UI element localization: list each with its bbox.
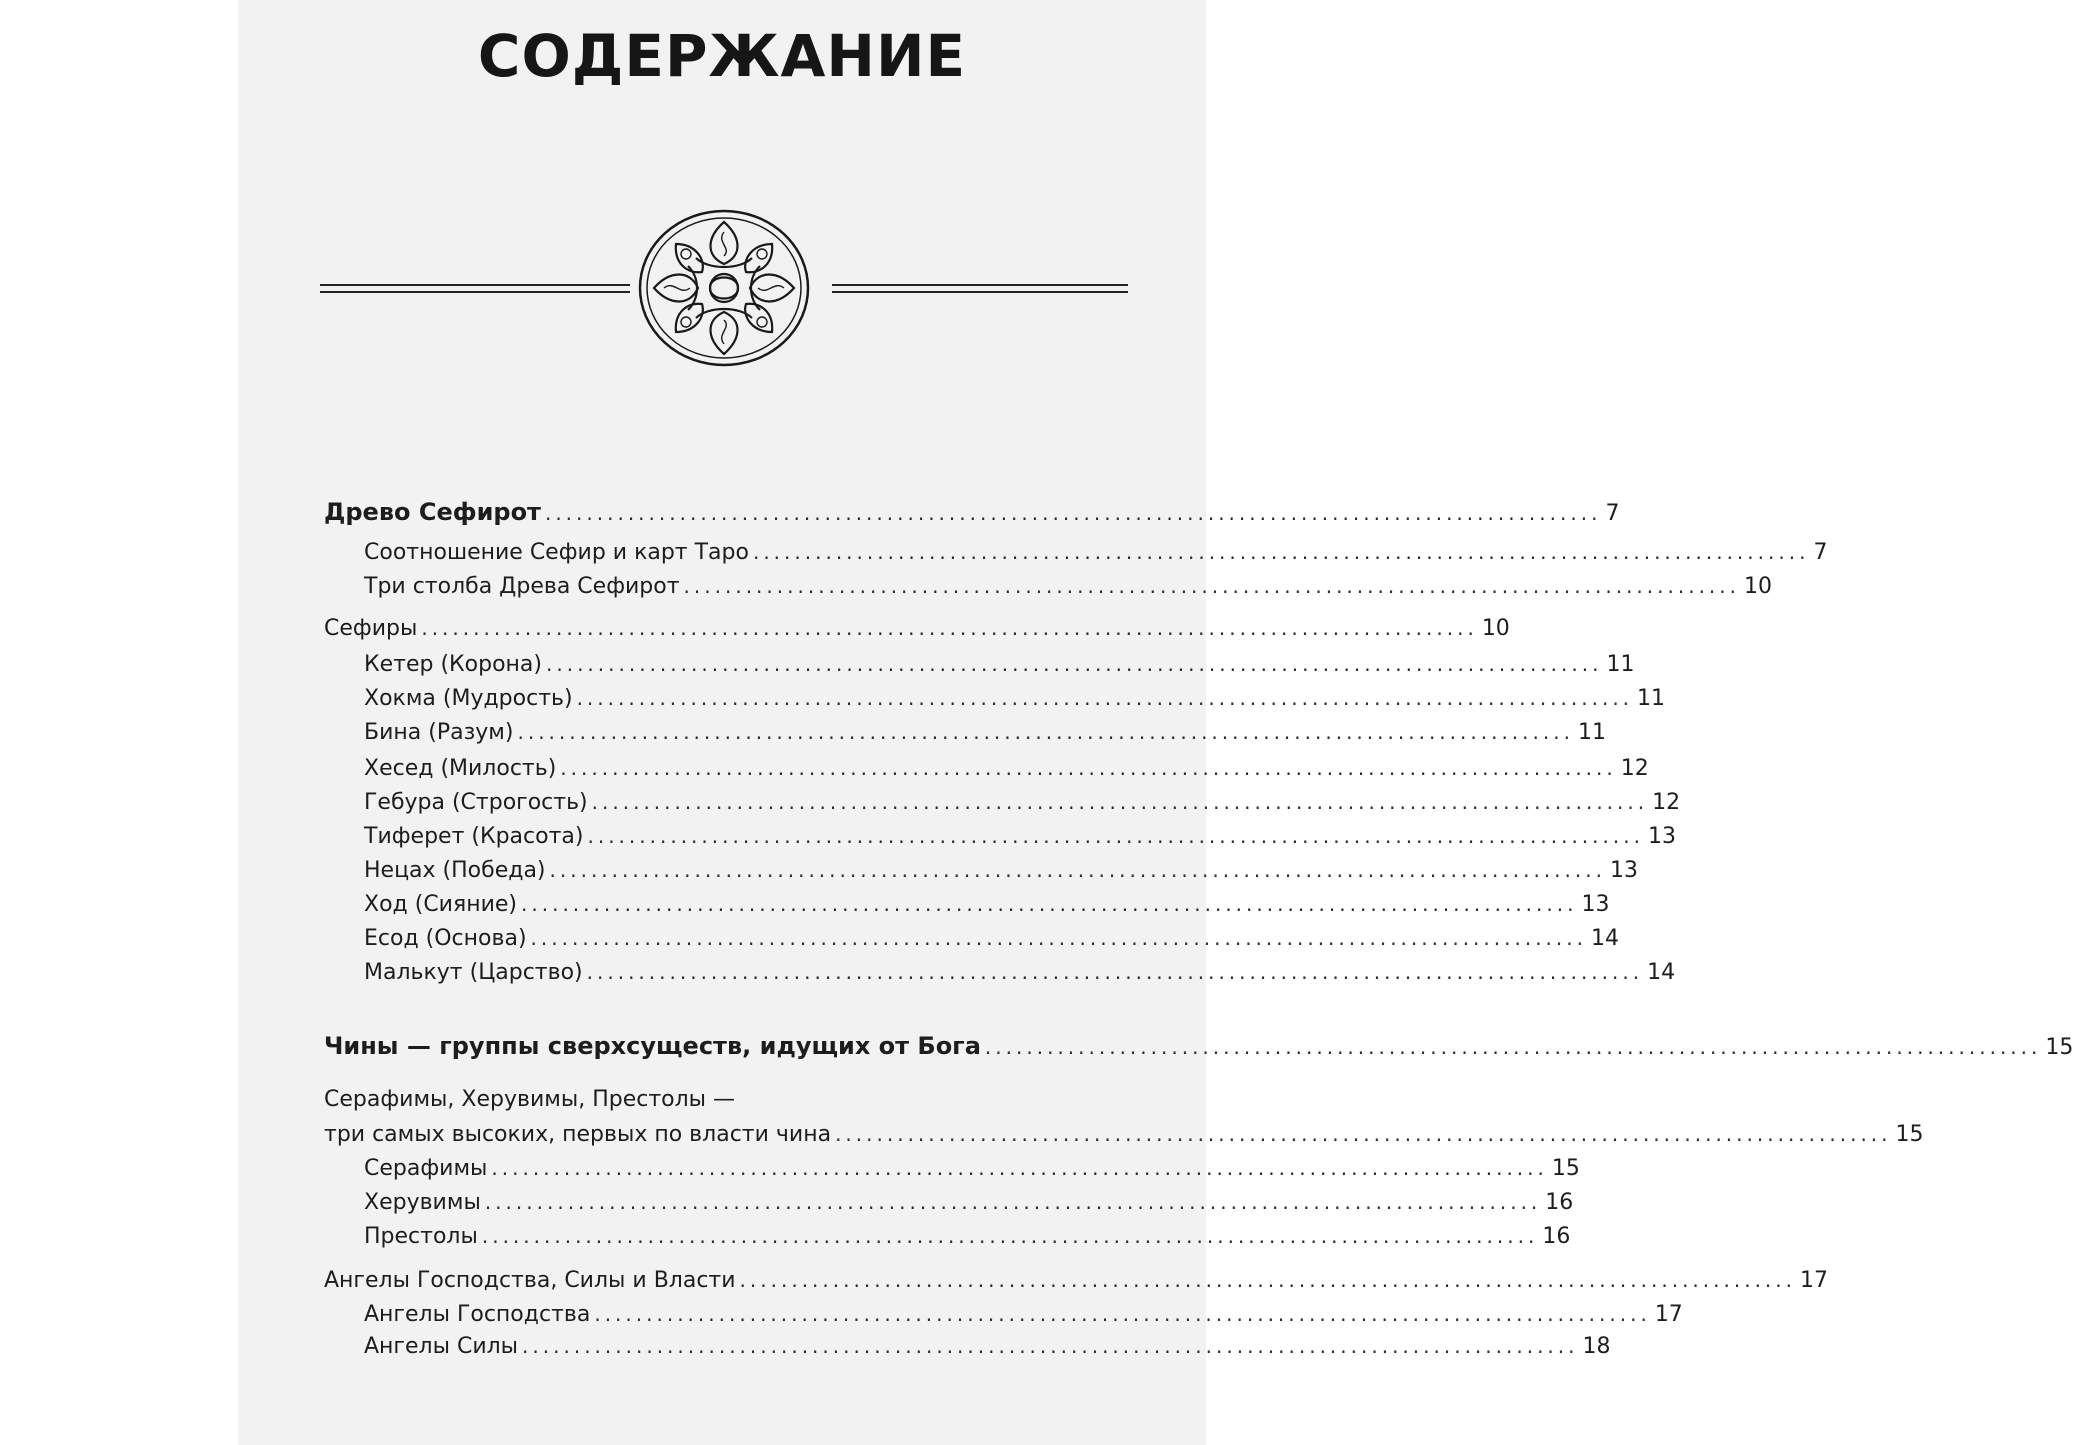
double-rule-left [320, 284, 630, 294]
toc-page-number: 17 [1800, 1268, 1829, 1293]
toc-page-number: 18 [1582, 1334, 1611, 1359]
toc-entry-tiferet[interactable] [324, 822, 1676, 851]
celtic-knot-medallion-icon [636, 208, 812, 368]
toc-entry-gebura[interactable] [324, 788, 1681, 817]
toc-page-number: 15 [2045, 1035, 2073, 1060]
toc-entry-label: Древо Сефирот [324, 498, 541, 526]
toc-leader-dots: ...................................................................................................... [835, 1122, 1892, 1146]
toc-leader-dots: ...................................................................................................... [586, 960, 1644, 984]
toc-entry-label: Сефиры [324, 616, 418, 641]
toc-entry-label: Ангелы Силы [364, 1334, 519, 1359]
toc-entry-hod[interactable] [324, 890, 1610, 919]
toc-leader-dots: ...................................................................................................... [560, 756, 1617, 780]
toc-entry-label: Ангелы Господства, Силы и Власти [324, 1268, 736, 1293]
toc-page-number: 12 [1652, 790, 1681, 815]
toc-page-number: 15 [1551, 1156, 1580, 1181]
toc-entry-sootnoshenie[interactable] [324, 538, 1828, 567]
toc-leader-dots: ...................................................................................................... [544, 501, 1602, 525]
toc-page-number: 11 [1577, 720, 1606, 745]
toc-entry-serafimy-heading-line2[interactable] [324, 1120, 1924, 1149]
toc-entry-angely-gospodstva-sily-vlasti[interactable] [324, 1266, 1829, 1295]
toc-page-number: 14 [1647, 960, 1676, 985]
toc-page-number: 13 [1581, 892, 1610, 917]
toc-leader-dots: ...................................................................................................... [521, 892, 1578, 916]
toc-page-number: 16 [1545, 1190, 1574, 1215]
toc-leader-dots: ...................................................................................................... [591, 790, 1649, 814]
toc-entry-hesed[interactable] [324, 754, 1649, 783]
toc-page-number: 17 [1654, 1302, 1683, 1327]
toc-leader-dots: ...................................................................................................... [421, 616, 1478, 640]
toc-entry-angely-gospodstva[interactable] [324, 1300, 1683, 1329]
toc-leader-dots: ...................................................................................................... [752, 540, 1810, 564]
toc-leader-dots: ...................................................................................................... [522, 1334, 1579, 1358]
toc-entry-label: Серафимы [364, 1156, 488, 1181]
toc-leader-dots: ...................................................................................................... [517, 720, 1574, 744]
toc-entry-sefiry[interactable] [324, 614, 1510, 643]
toc-entry-label: Хокма (Мудрость) [364, 686, 573, 711]
toc-leader-dots: ...................................................................................................... [484, 1190, 1542, 1214]
toc-entry-label: Малькут (Царство) [364, 960, 583, 985]
book-page [238, 0, 2073, 1445]
toc-entry-label: Чины — группы сверхсуществ, идущих от Бога [324, 1032, 981, 1060]
toc-leader-dots: ...................................................................................................... [481, 1224, 1539, 1248]
toc-entry-chiny[interactable] [324, 1032, 2073, 1062]
toc-leader-dots: ...................................................................................................... [683, 574, 1741, 598]
toc-leader-dots: ...................................................................................................... [549, 858, 1606, 882]
toc-entry-label: Херувимы [364, 1190, 481, 1215]
toc-entry-label: Есод (Основа) [364, 926, 527, 951]
toc-entry-label: Кетер (Корона) [364, 652, 542, 677]
toc-leader-dots: ...................................................................................................... [576, 686, 1634, 710]
toc-entry-label: Нецах (Победа) [364, 858, 546, 883]
toc-page-number: 7 [1813, 540, 1828, 565]
toc-page-number: 14 [1591, 926, 1619, 951]
toc-entry-label: Ход (Сияние) [364, 892, 518, 917]
toc-entry-tri-stolba[interactable] [324, 572, 1773, 601]
toc-entry-heruvimy[interactable] [324, 1188, 1574, 1217]
toc-page-number: 11 [1637, 686, 1666, 711]
toc-leader-dots: ...................................................................................................... [491, 1156, 1548, 1180]
toc-leader-dots: ...................................................................................................... [739, 1268, 1797, 1292]
toc-page-number: 7 [1605, 501, 1620, 526]
toc-entry-label: три самых высоких, первых по власти чина [324, 1122, 832, 1147]
toc-entry-label: Гебура (Строгость) [364, 790, 588, 815]
toc-page-number: 10 [1744, 574, 1773, 599]
toc-leader-dots: ...................................................................................................... [984, 1035, 2042, 1059]
double-rule-right [832, 284, 1128, 294]
toc-entry-bina[interactable] [324, 718, 1606, 747]
ornament-divider [320, 208, 1128, 368]
toc-page-number: 13 [1647, 824, 1676, 849]
toc-entry-label: Три столба Древа Сефирот [364, 574, 680, 599]
toc-page-number: 12 [1620, 756, 1649, 781]
toc-page-number: 10 [1481, 616, 1510, 641]
toc-entry-label: Соотношение Сефир и карт Таро [364, 540, 749, 565]
toc-entry-label: Престолы [364, 1224, 478, 1249]
toc-entry-hokma[interactable] [324, 684, 1666, 713]
toc-entry-esod[interactable] [324, 924, 1619, 953]
toc-page-number: 15 [1895, 1122, 1924, 1147]
toc-page-number: 11 [1606, 652, 1635, 677]
toc-entry-malkut[interactable] [324, 958, 1676, 987]
toc-entry-label: Тиферет (Красота) [364, 824, 584, 849]
toc-entry-keter[interactable] [324, 650, 1635, 679]
toc-entry-serafimy-heading-line1[interactable]: Серафимы, Херувимы, Престолы — [324, 1087, 736, 1112]
toc-entry-necah[interactable] [324, 856, 1638, 885]
toc-entry-label: Бина (Разум) [364, 720, 514, 745]
toc-entry-angely-sily[interactable] [324, 1332, 1611, 1361]
toc-entry-label: Хесед (Милость) [364, 756, 557, 781]
toc-leader-dots: ...................................................................................................... [587, 824, 1644, 848]
toc-leader-dots: ...................................................................................................... [530, 926, 1587, 950]
toc-leader-dots: ...................................................................................................... [546, 652, 1603, 676]
toc-entry-label: Ангелы Господства [364, 1302, 591, 1327]
page-title: СОДЕРЖАНИЕ [477, 22, 967, 90]
toc-entry-drevo-sefirot[interactable] [324, 498, 1620, 528]
toc-entry-serafimy[interactable] [324, 1154, 1580, 1183]
toc-leader-dots: ...................................................................................................... [594, 1302, 1651, 1326]
toc-page-number: 16 [1542, 1224, 1571, 1249]
toc-entry-prestoly[interactable] [324, 1222, 1571, 1251]
toc-page-number: 13 [1609, 858, 1638, 883]
